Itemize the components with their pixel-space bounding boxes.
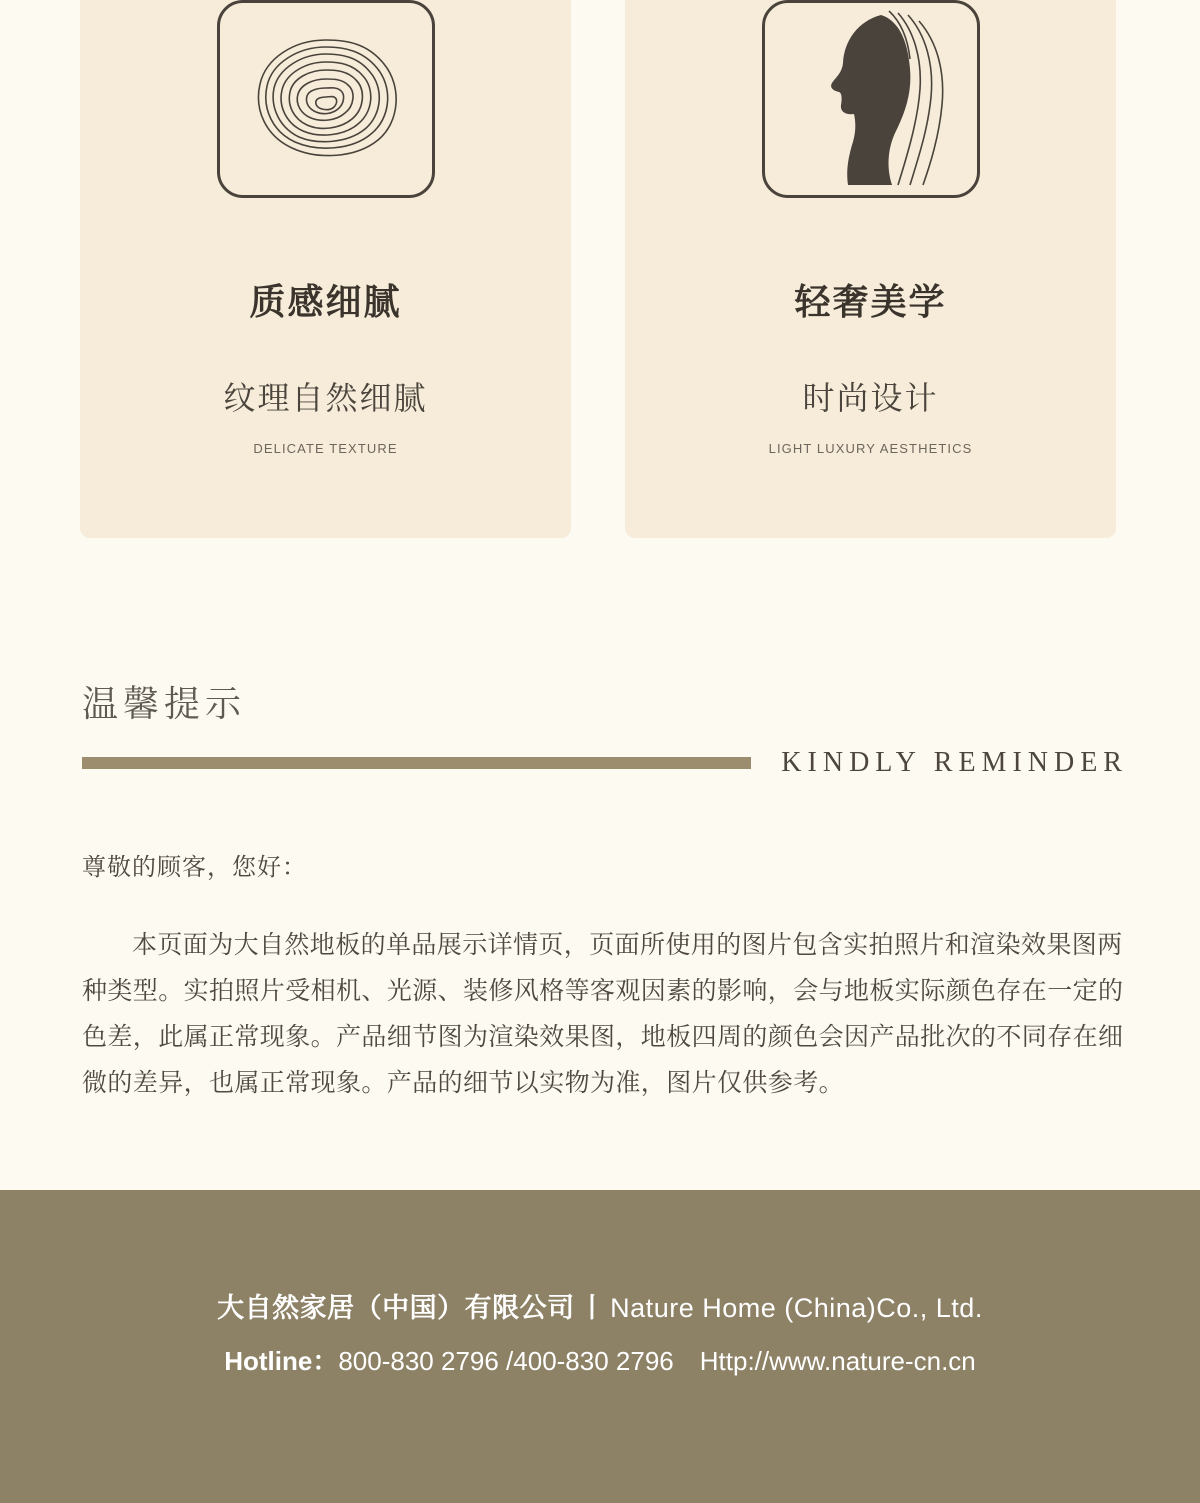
- feature-english-label: DELICATE TEXTURE: [253, 441, 398, 456]
- footer-hotline-numbers: 800-830 2796 /400-830 2796: [338, 1345, 674, 1376]
- footer-hotline-label: Hotline：: [224, 1345, 339, 1376]
- reminder-greeting: 尊敬的顾客，您好：: [82, 854, 307, 881]
- reminder-body-text: 本页面为大自然地板的单品展示详情页，页面所使用的图片包含实拍照片和渲染效果图两种类型。实拍照片受相机、光源、装修风格等客观因素的影响，会与地板实际颜色存在一定的色差，此属正常现象。产品细节图为渲染效果图，地板四周的颜色会因产品批次的不同存在细微的差异，也属正常现象。产品的细节以实物为准，图片仅供参考。: [82, 931, 1124, 1097]
- footer-website-url[interactable]: Http://www.nature-cn.cn: [699, 1345, 976, 1376]
- reminder-title-cn: 温馨提示: [82, 683, 247, 724]
- feature-subtitle: 时尚设计: [802, 380, 939, 416]
- feature-english-label: LIGHT LUXURY AESTHETICS: [768, 441, 973, 456]
- accent-bar: [82, 757, 751, 769]
- footer-company-cn: 大自然家居（中国）有限公司: [217, 1292, 575, 1323]
- reminder-divider-row: [82, 747, 1128, 779]
- woman-profile-icon: [762, 0, 980, 198]
- feature-card-texture: [80, 0, 571, 538]
- feature-title: 轻奢美学: [794, 281, 947, 322]
- reminder-title-en: KINDLY REMINDER: [781, 747, 1128, 778]
- footer-company-en: Nature Home (China)Co., Ltd.: [610, 1292, 983, 1323]
- feature-title: 质感细腻: [249, 281, 402, 322]
- page-footer: [0, 1190, 1200, 1503]
- footer-separator: 丨: [578, 1292, 607, 1323]
- feature-card-group: [80, 0, 1116, 538]
- feature-subtitle: 纹理自然细腻: [223, 380, 428, 416]
- feature-card-aesthetics: [625, 0, 1116, 538]
- footer-contact-line: [224, 1341, 976, 1378]
- footer-company-line: [217, 1286, 983, 1325]
- kindly-reminder-section: [82, 676, 1128, 1106]
- wood-grain-texture-icon: [217, 0, 435, 198]
